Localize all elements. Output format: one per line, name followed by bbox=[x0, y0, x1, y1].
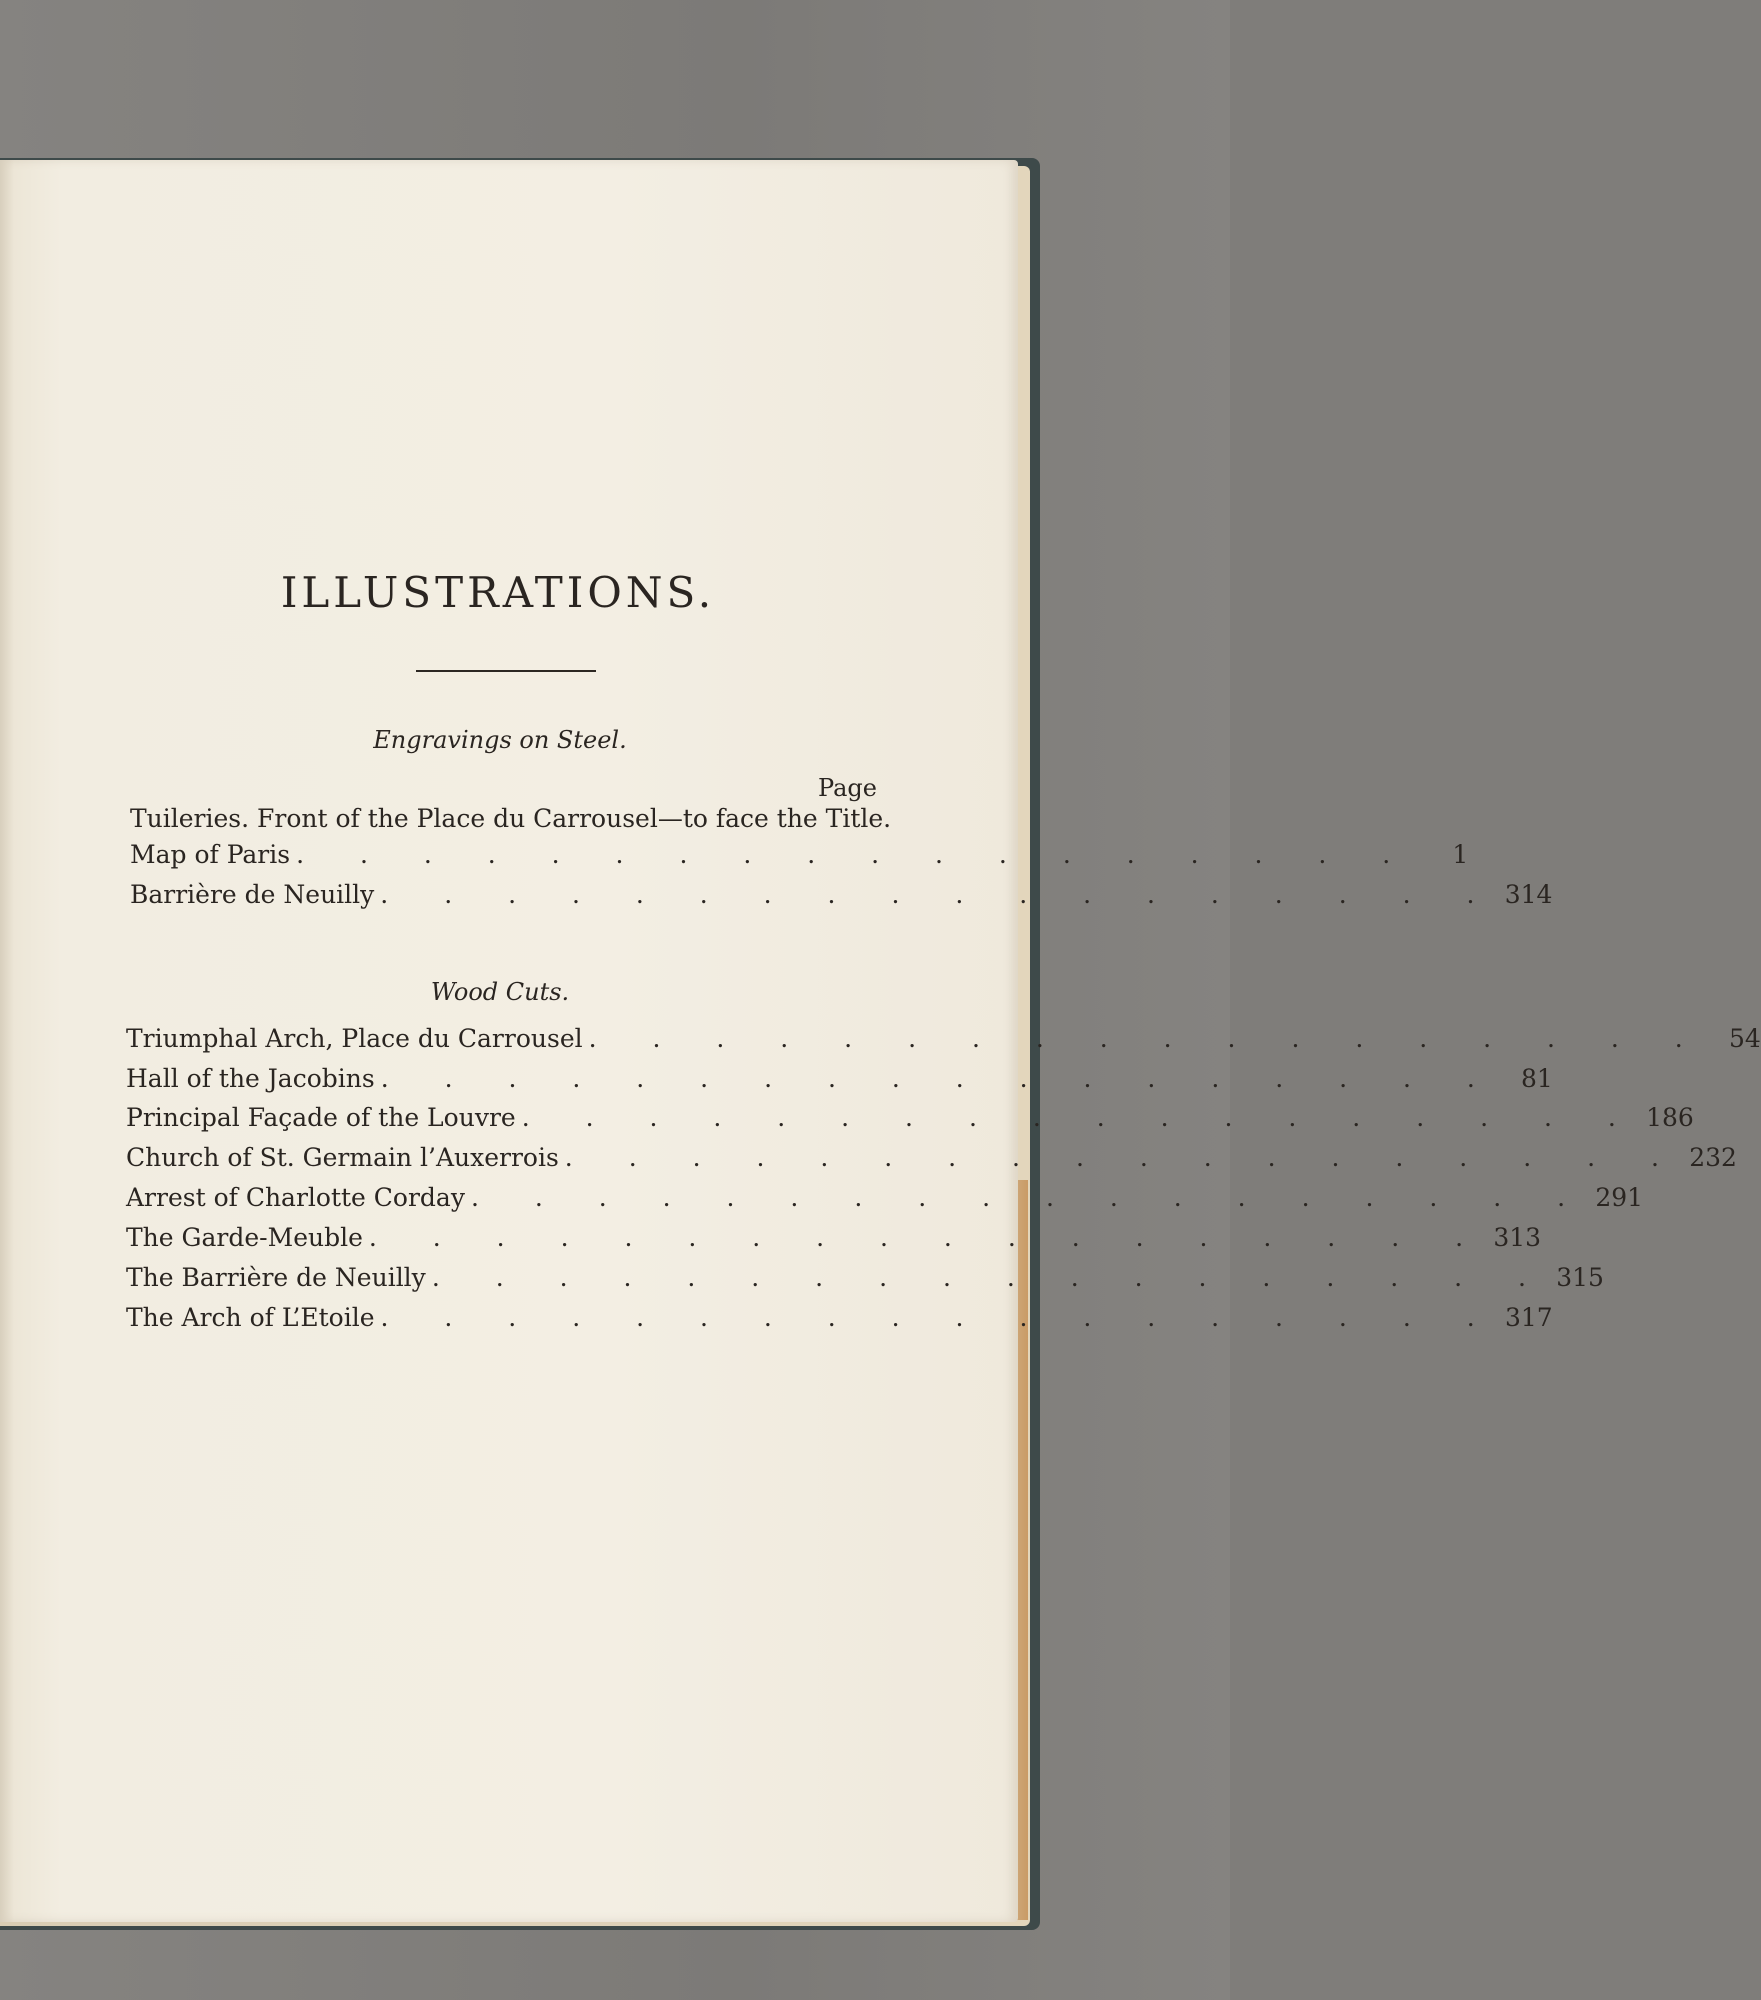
entry-page: 54 bbox=[1728, 1024, 1761, 1053]
dot-leader: . . . . . . . . . . . . . . . . . . bbox=[296, 840, 1415, 869]
entry-name: The Barrière de Neuilly bbox=[126, 1263, 426, 1292]
entry-page: 314 bbox=[1504, 880, 1553, 909]
entry-page: 317 bbox=[1504, 1303, 1553, 1332]
entry-page: 81 bbox=[1521, 1064, 1553, 1093]
list-item bbox=[126, 1263, 1604, 1297]
dot-leader: . . . . . . . . . . . . . . . . . . bbox=[588, 1024, 1707, 1053]
entry-name: Hall of the Jacobins bbox=[126, 1064, 375, 1093]
entry-name: Arrest of Charlotte Corday bbox=[126, 1183, 465, 1212]
page-title: ILLUSTRATIONS. bbox=[280, 568, 716, 617]
frontispiece-entry: Tuileries. Front of the Place du Carrousel—to face the Title. bbox=[130, 804, 892, 833]
dot-leader: . . . . . . . . . . . . . . . . . . bbox=[564, 1143, 1683, 1172]
list-item bbox=[126, 1024, 1761, 1058]
dot-leader: . . . . . . . . . . . . . . . . . . bbox=[470, 1183, 1590, 1212]
entry-name: Principal Façade of the Louvre bbox=[126, 1103, 516, 1132]
entry-page: 291 bbox=[1595, 1183, 1644, 1212]
dot-leader: . . . . . . . . . . . . . . . . . . bbox=[380, 880, 1499, 909]
entry-name: The Garde-Meuble bbox=[126, 1223, 363, 1252]
dot-leader: . . . . . . . . . . . . . . . . . . bbox=[380, 1303, 1499, 1332]
dot-leader: . . . . . . . . . . . . . . . . . . bbox=[368, 1223, 1488, 1252]
list-item bbox=[130, 840, 1469, 874]
list-item bbox=[130, 880, 1553, 914]
entry-page: 186 bbox=[1646, 1103, 1694, 1132]
list-item bbox=[126, 1064, 1553, 1098]
entry-page: 232 bbox=[1689, 1143, 1737, 1172]
page-column-label: Page bbox=[818, 774, 877, 802]
list-item bbox=[126, 1143, 1737, 1177]
list-item bbox=[126, 1303, 1553, 1337]
page-gutter bbox=[0, 160, 14, 1922]
entry-name: Triumphal Arch, Place du Carrousel bbox=[126, 1024, 583, 1053]
entry-page: 315 bbox=[1556, 1263, 1604, 1292]
steel-section-heading: Engravings on Steel. bbox=[373, 726, 627, 754]
entry-name: Map of Paris bbox=[130, 840, 291, 869]
dot-leader: . . . . . . . . . . . . . . . . . . bbox=[521, 1103, 1640, 1132]
title-rule bbox=[416, 670, 596, 672]
entry-page: 313 bbox=[1493, 1223, 1542, 1252]
list-item bbox=[126, 1223, 1542, 1257]
dot-leader: . . . . . . . . . . . . . . . . . . bbox=[380, 1064, 1499, 1093]
dot-leader: . . . . . . . . . . . . . . . . . . bbox=[431, 1263, 1550, 1292]
entry-name: Barrière de Neuilly bbox=[130, 880, 375, 909]
list-item bbox=[126, 1103, 1694, 1137]
entry-page: 1 bbox=[1452, 840, 1469, 869]
wood-section-heading: Wood Cuts. bbox=[430, 978, 570, 1006]
list-item bbox=[126, 1183, 1644, 1217]
entry-name: The Arch of L’Etoile bbox=[126, 1303, 375, 1332]
entry-name: Church of St. Germain l’Auxerrois bbox=[126, 1143, 559, 1172]
